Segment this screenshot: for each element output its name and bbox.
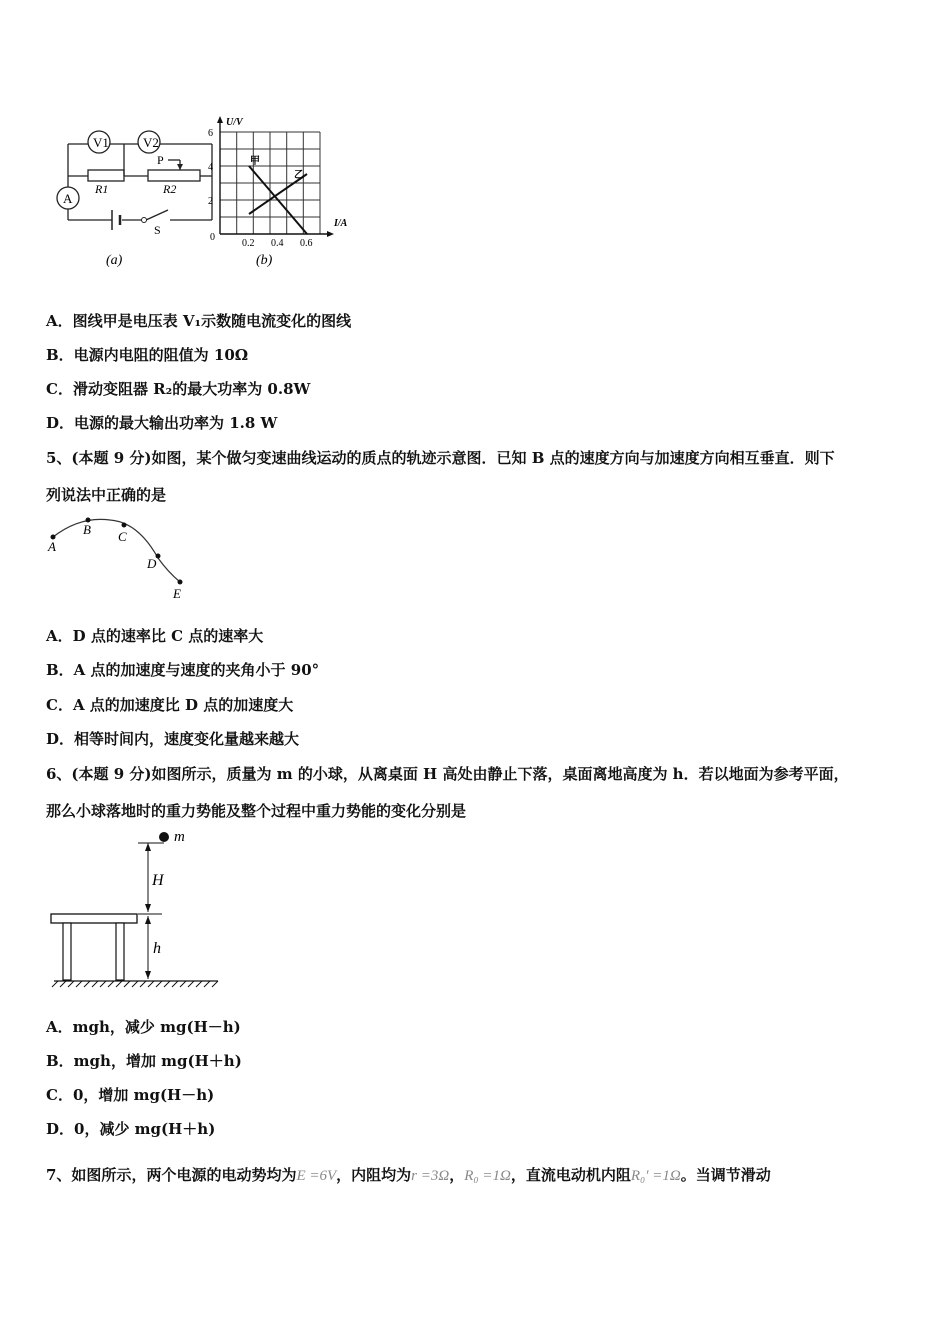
switch-label: S	[154, 223, 161, 237]
ui-graph	[202, 112, 362, 277]
dim-arrow-H-top	[145, 843, 151, 851]
q4-option-d: D．电源的最大输出功率为 1.8 W	[46, 414, 278, 432]
dim-arrow-h-top	[145, 916, 151, 924]
q5-option-d: D．相等时间内，速度变化量越来越大	[46, 730, 300, 748]
label-h: h	[153, 940, 161, 957]
table-leg-left	[63, 923, 71, 980]
xtick-0.2: 0.2	[242, 238, 255, 249]
q7-part1: 7、如图所示，两个电源的电动势均为	[46, 1166, 297, 1184]
switch-contact	[142, 218, 147, 223]
label-a: A	[48, 539, 56, 554]
table-top	[51, 914, 137, 923]
circuit-diagram	[50, 118, 220, 278]
xtick-0: 0	[210, 232, 215, 243]
caption-b: (b)	[256, 253, 273, 268]
r1-label: R1	[95, 182, 109, 196]
point-c	[122, 523, 127, 528]
q6-option-a: A．mgh，减少 mg(H－h)	[46, 1018, 241, 1036]
q5-stem-line1: 5、(本题 9 分)如图，某个做匀变速曲线运动的质点的轨迹示意图．已知 B 点的速度方向与加速度方向相互垂直．则下	[46, 449, 835, 467]
q4-option-b: B．电源内电阻的阻值为 10Ω	[46, 346, 249, 364]
q7-eq-e: E =6V	[296, 1168, 337, 1184]
slider-arrowhead	[177, 164, 183, 170]
ytick-4: 4	[208, 162, 213, 173]
q4-option-a: A．图线甲是电压表 V₁示数随电流变化的图线	[46, 312, 352, 330]
dim-arrow-h-bottom	[145, 971, 151, 979]
q5-option-a: A．D 点的速率比 C 点的速率大	[46, 627, 264, 645]
ammeter-label: A	[63, 191, 73, 206]
q7-part3: ，	[449, 1166, 465, 1184]
table-leg-right	[116, 923, 124, 980]
q7-part5: 。当调节滑动	[680, 1166, 771, 1184]
ground-hatching	[52, 981, 218, 987]
q5-option-b: B．A 点的加速度与速度的夹角小于 90°	[46, 661, 320, 679]
q7-eq-r0: R₀ =1Ω	[464, 1168, 511, 1184]
x-axis-label: I/A	[334, 218, 348, 229]
q4-option-c: C．滑动变阻器 R₂的最大功率为 0.8W	[46, 380, 311, 398]
q6-option-b: B．mgh，增加 mg(H＋h)	[46, 1052, 242, 1070]
q7-eq-r0-prime: R₀′ =1Ω	[630, 1168, 681, 1184]
q7-stem	[46, 1165, 771, 1186]
q7-part4: ，直流电动机内阻	[510, 1166, 631, 1184]
q6-option-c: C．0，增加 mg(H－h)	[46, 1086, 215, 1104]
q6-stem-line1: 6、(本题 9 分)如图所示，质量为 m 的小球，从离桌面 H 高处由静止下落，桌面离地高度为 h．若以地面为参考平面，	[46, 765, 849, 783]
slider-label: P	[157, 153, 164, 167]
caption-a: (a)	[106, 253, 123, 268]
v1-label: V1	[93, 135, 109, 150]
table-ball-figure	[46, 826, 236, 994]
point-e	[178, 580, 183, 585]
dim-arrow-H-bottom	[145, 904, 151, 912]
ytick-6: 6	[208, 128, 213, 139]
q5-stem-line2: 列说法中正确的是	[46, 486, 167, 504]
q7-eq-r: r =3Ω	[411, 1168, 450, 1184]
q6-stem-line2: 那么小球落地时的重力势能及整个过程中重力势能的变化分别是	[46, 802, 467, 820]
y-axis-arrow	[217, 116, 223, 123]
trajectory-curve	[53, 519, 180, 582]
label-b: B	[83, 522, 91, 537]
q6-option-d: D．0，减少 mg(H＋h)	[46, 1120, 216, 1138]
xtick-0.6: 0.6	[300, 238, 313, 249]
v2-label: V2	[143, 135, 159, 150]
xtick-0.4: 0.4	[271, 238, 284, 249]
x-axis-arrow	[327, 231, 334, 237]
label-c: C	[118, 529, 127, 544]
y-axis-label: U/V	[226, 117, 243, 128]
trajectory-figure	[40, 512, 200, 604]
label-yi: 乙	[294, 170, 304, 181]
q5-option-c: C．A 点的加速度比 D 点的加速度大	[46, 696, 294, 714]
label-d: D	[147, 556, 157, 571]
r2-label: R2	[163, 182, 177, 196]
label-jia: 甲	[250, 156, 260, 167]
ytick-2: 2	[208, 196, 213, 207]
ball	[159, 832, 169, 842]
label-e: E	[173, 586, 181, 601]
q7-part2: ，内阻均为	[336, 1166, 412, 1184]
grid	[220, 132, 320, 234]
label-H: H	[152, 872, 164, 889]
ball-label-m: m	[174, 829, 185, 845]
